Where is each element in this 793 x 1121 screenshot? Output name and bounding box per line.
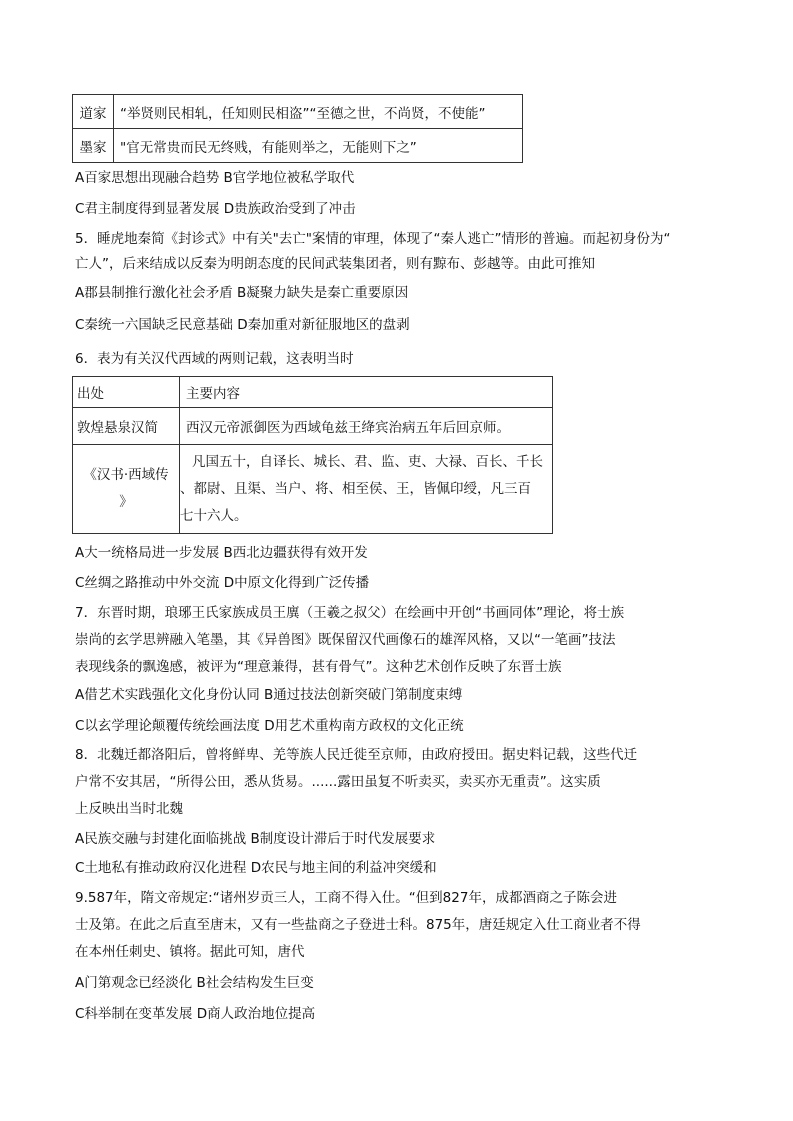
source-cell xyxy=(73,445,180,534)
q7-stem-line: 崇尚的玄学思辨融入笔墨，其《异兽图》既保留汉代画像石的雄浑风格，又以“一笔画”技法 xyxy=(75,632,616,648)
q8-stem-line: 8．北魏迁都洛阳后，曾将鲜卑、羌等族人民迁徙至京师，由政府授田。据史料记载，这些代迁 xyxy=(75,747,638,763)
schools-table xyxy=(72,94,523,163)
school-cell: 道家 xyxy=(73,95,114,129)
q9-stem-line: 9.587年，隋文帝规定:“诸州岁贡三人，工商不得入仕。“但到827年，成都酒商之子陈会进 xyxy=(75,890,617,906)
q4-options-cd: C君主制度得到显著发展 D贵族政治受到了冲击 xyxy=(75,201,356,217)
q5-options-ab: A郡县制推行激化社会矛盾 B凝聚力缺失是秦亡重要原因 xyxy=(75,285,409,301)
q5-stem-line: 亡人”，后来结成以反秦为明朗态度的民间武装集团者，则有黥布、彭越等。由此可推知 xyxy=(75,256,595,272)
table-row xyxy=(73,95,523,129)
q8-stem-line: 户常不安其居，“所得公田，悉从货易。......露田虽复不听卖买，卖买亦无重责”。这实质 xyxy=(75,774,601,790)
q6-stem: 6．表为有关汉代西域的两则记载，这表明当时 xyxy=(75,351,354,367)
q5-stem-line: 5．睡虎地秦简《封诊式》中有关"去亡"案情的审理，体现了“秦人逃亡”情形的普遍。而起初身份为“ xyxy=(75,231,671,247)
content-line: 凡国五十，自译长、城长、君、监、吏、大禄、百长、千长 xyxy=(192,453,543,470)
content-header: 主要内容 xyxy=(180,377,553,408)
q9-options-ab: A门第观念已经淡化 B社会结构发生巨变 xyxy=(75,975,314,991)
q8-options-cd: C土地私有推动政府汉化进程 D农民与地主间的利益冲突缓和 xyxy=(75,860,437,876)
table-row xyxy=(73,408,553,445)
table-row xyxy=(73,129,523,163)
q8-stem-line: 上反映出当时北魏 xyxy=(75,801,183,817)
q7-stem-line: 7．东晋时期，琅琊王氏家族成员王廙（王羲之叔父）在绘画中开创“书画同体”理论，将士族 xyxy=(75,605,625,621)
q5-options-cd: C秦统一六国缺乏民意基础 D秦加重对新征服地区的盘剥 xyxy=(75,317,410,333)
source-cell: 敦煌悬泉汉简 xyxy=(73,408,180,445)
q9-stem-line: 在本州任刺史、镇将。据此可知，唐代 xyxy=(75,944,305,960)
school-cell: 墨家 xyxy=(73,129,114,163)
source-header: 出处 xyxy=(73,377,180,408)
q7-options-ab: A借艺术实践强化文化身份认同 B通过技法创新突破门第制度束缚 xyxy=(75,687,463,703)
table-header-row xyxy=(73,377,553,408)
q9-stem-line: 士及第。在此之后直至唐末，又有一些盐商之子登进士科。875年，唐廷规定入仕工商业者不得 xyxy=(75,917,641,933)
q7-stem-line: 表现线条的飘逸感，被评为“理意兼得，甚有骨气”。这种艺术创作反映了东晋士族 xyxy=(75,659,562,675)
table-row xyxy=(73,445,553,534)
q8-options-ab: A民族交融与封建化面临挑战 B制度设计滞后于时代发展要求 xyxy=(75,831,436,847)
content-cell: "官无常贵而民无终贱，有能则举之，无能则下之” xyxy=(114,129,523,163)
source-line: 》 xyxy=(119,494,133,510)
content-cell: “举贤则民相轧，任知则民相盗”“至德之世，不尚贤，不使能” xyxy=(114,95,523,129)
content-line: 、都尉、且渠、当户、将、相至侯、王，皆佩印绶，凡三百 xyxy=(180,480,531,497)
western-regions-table xyxy=(72,376,553,534)
q4-options-ab: A百家思想出现融合趋势 B官学地位被私学取代 xyxy=(75,170,355,186)
q9-options-cd: C科举制在变革发展 D商人政治地位提高 xyxy=(75,1006,316,1022)
content-line: 七十六人。 xyxy=(180,507,248,524)
q6-options-cd: C丝绸之路推动中外交流 D中原文化得到广泛传播 xyxy=(75,575,370,591)
source-line: 《汉书·西域传 xyxy=(83,467,169,483)
content-cell: 西汉元帝派御医为西域龟兹王绛宾治病五年后回京师。 xyxy=(180,408,553,445)
q7-options-cd: C以玄学理论颠覆传统绘画法度 D用艺术重构南方政权的文化正统 xyxy=(75,718,464,734)
q6-options-ab: A大一统格局进一步发展 B西北边疆获得有效开发 xyxy=(75,545,368,561)
content-cell xyxy=(180,445,553,534)
